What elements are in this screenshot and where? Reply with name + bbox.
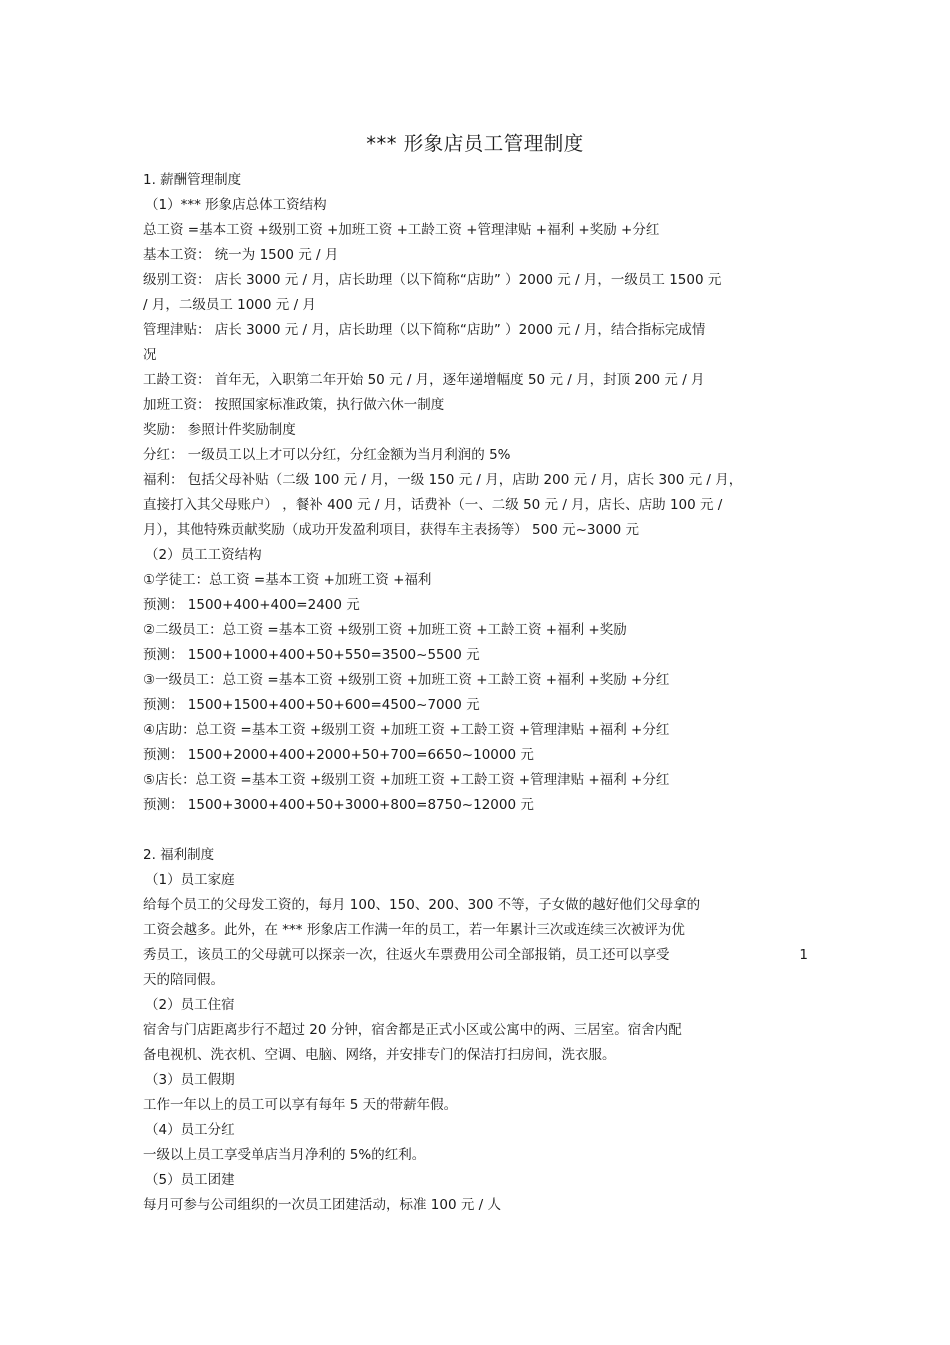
paragraph-line: ②二级员工：总工资 =基本工资 +级别工资 +加班工资 +工龄工资 +福利 +奖励: [143, 622, 627, 638]
paragraph-line: ④店助：总工资 =基本工资 +级别工资 +加班工资 +工龄工资 +管理津贴 +福利 +分红: [143, 722, 670, 738]
section-heading: 1. 薪酬管理制度: [143, 172, 242, 188]
paragraph-line: 基本工资： 统一为 1500 元 / 月: [143, 247, 339, 263]
subsection-heading: （2）员工工资结构: [145, 547, 262, 563]
paragraph-line: 预测： 1500+2000+400+2000+50+700=6650~10000 元: [143, 747, 534, 763]
paragraph-line: 分红： 一级员工以上才可以分红，分红金额为当月利润的 5%: [143, 447, 511, 463]
section-spacer: [143, 818, 808, 843]
paragraph-line: 总工资 =基本工资 +级别工资 +加班工资 +工龄工资 +管理津贴 +福利 +奖励 +分红: [143, 222, 660, 238]
document-body: [143, 168, 808, 1218]
paragraph-line-justified: [143, 943, 808, 968]
paragraph-line: 奖励： 参照计件奖励制度: [143, 422, 296, 438]
paragraph-line: 宿舍与门店距离步行不超过 20 分钟，宿舍都是正式小区或公寓中的两、三居室。宿舍内配: [143, 1022, 682, 1038]
subsection-heading: （4）员工分红: [145, 1122, 235, 1138]
paragraph-line: 预测： 1500+1000+400+50+550=3500~5500 元: [143, 647, 480, 663]
paragraph-line: 天的陪同假。: [143, 972, 224, 988]
subsection-heading: （1）*** 形象店总体工资结构: [145, 197, 327, 213]
paragraph-line: ③一级员工：总工资 =基本工资 +级别工资 +加班工资 +工龄工资 +福利 +奖励 +分红: [143, 672, 670, 688]
paragraph-line: 预测： 1500+1500+400+50+600=4500~7000 元: [143, 697, 480, 713]
subsection-heading: （3）员工假期: [145, 1072, 235, 1088]
paragraph-line: 每月可参与公司组织的一次员工团建活动，标准 100 元 / 人: [143, 1197, 501, 1213]
paragraph-line: ⑤店长：总工资 =基本工资 +级别工资 +加班工资 +工龄工资 +管理津贴 +福利 +分红: [143, 772, 670, 788]
subsection-heading: （2）员工住宿: [145, 997, 235, 1013]
paragraph-line: 给每个员工的父母发工资的，每月 100、150、200、300 不等，子女做的越好他们父母拿的: [143, 897, 701, 913]
paragraph-line: 管理津贴： 店长 3000 元 / 月，店长助理（以下简称“店助” ）2000 元 / 月，结合指标完成情: [143, 322, 706, 338]
subsection-heading: （5）员工团建: [145, 1172, 235, 1188]
paragraph-line: 一级以上员工享受单店当月净利的 5%的红利。: [143, 1147, 426, 1163]
paragraph-line-right: 1: [799, 947, 808, 963]
paragraph-line: 备电视机、洗衣机、空调、电脑、网络，并安排专门的保洁打扫房间，洗衣服。: [143, 1047, 616, 1063]
document-title: *** 形象店员工管理制度: [366, 132, 584, 155]
section-heading: 2. 福利制度: [143, 847, 215, 863]
subsection-heading: （1）员工家庭: [145, 872, 235, 888]
paragraph-line: 工资会越多。此外，在 *** 形象店工作满一年的员工，若一年累计三次或连续三次被评为优: [143, 922, 685, 938]
paragraph-line-left: 秀员工，该员工的父母就可以探亲一次，往返火车票费用公司全部报销，员工还可以享受: [143, 947, 670, 963]
paragraph-line: 直接打入其父母账户） ，餐补 400 元 / 月，话费补（一、二级 50 元 / 月，店长、店助 100 元 /: [143, 497, 723, 513]
paragraph-line: 工龄工资： 首年无，入职第二年开始 50 元 / 月，逐年递增幅度 50 元 / 月，封顶 200 元 / 月: [143, 372, 705, 388]
paragraph-line: 级别工资： 店长 3000 元 / 月，店长助理（以下简称“店助” ）2000 元 / 月，一级员工 1500 元: [143, 272, 722, 288]
paragraph-line: 福利： 包括父母补贴（二级 100 元 / 月，一级 150 元 / 月，店助 200 元 / 月，店长 300 元 / 月，: [143, 472, 743, 488]
paragraph-line: 况: [143, 347, 157, 363]
paragraph-line: ①学徒工：总工资 =基本工资 +加班工资 +福利: [143, 572, 432, 588]
paragraph-line: 加班工资： 按照国家标准政策，执行做六休一制度: [143, 397, 445, 413]
paragraph-line: 预测： 1500+3000+400+50+3000+800=8750~12000 元: [143, 797, 534, 813]
paragraph-line: 月），其他特殊贡献奖励（成功开发盈利项目，获得车主表扬等） 500 元~3000 元: [143, 522, 640, 538]
paragraph-line: 预测： 1500+400+400=2400 元: [143, 597, 360, 613]
paragraph-line: / 月，二级员工 1000 元 / 月: [143, 297, 316, 313]
paragraph-line: 工作一年以上的员工可以享有每年 5 天的带薪年假。: [143, 1097, 458, 1113]
